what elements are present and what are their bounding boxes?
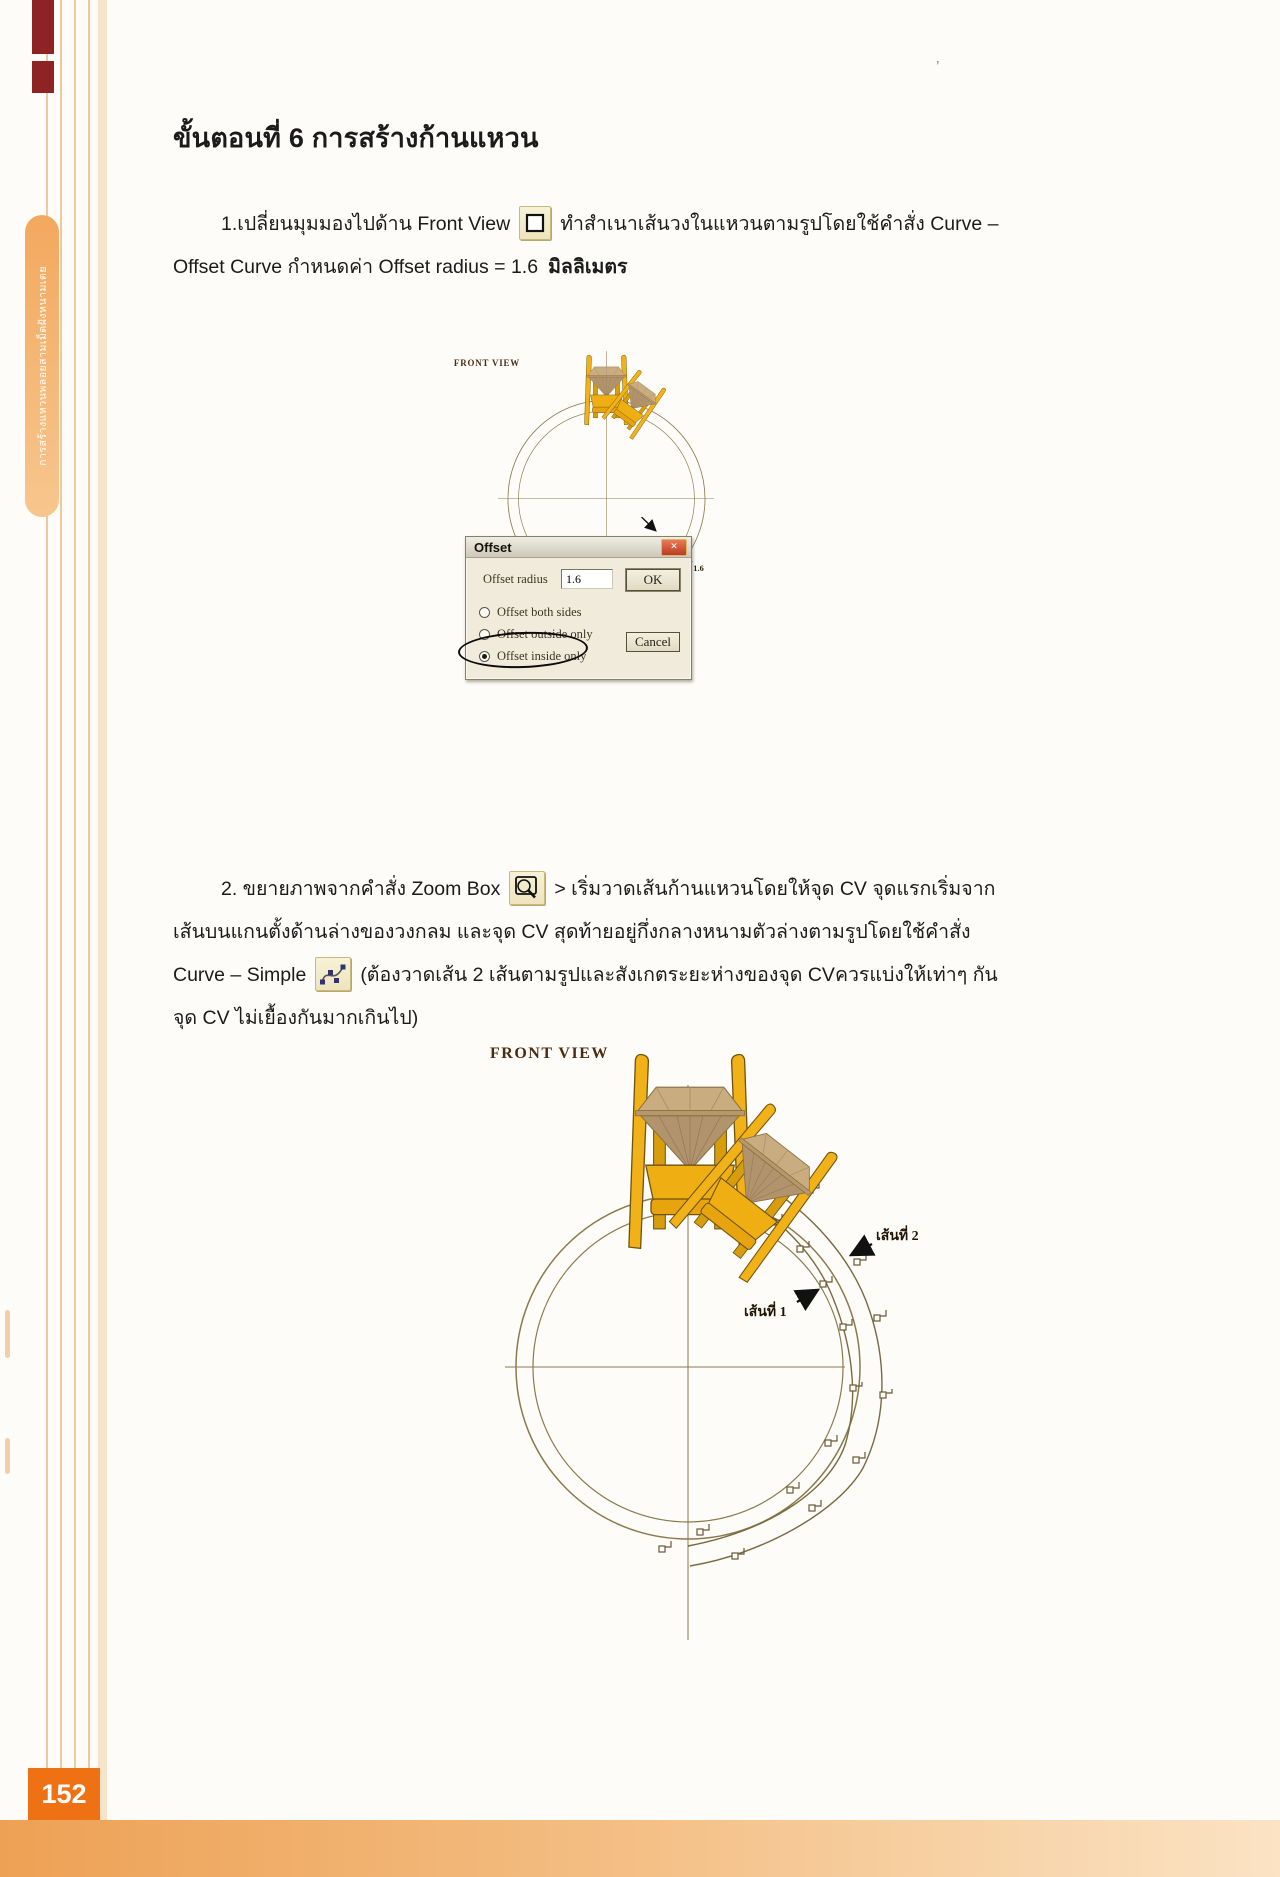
paragraph-1 [173,203,1078,289]
figure2-caption: FRONT VIEW [490,1045,609,1062]
shank-curves [688,1178,882,1566]
offset-dialog-titlebar[interactable] [466,537,691,558]
close-icon[interactable]: ✕ [661,539,687,556]
figure1-caption: FRONT VIEW [453,358,521,369]
cancel-button[interactable]: Cancel [626,632,680,652]
corner-accent-bar [32,61,54,93]
chapter-side-tab-label: การสร้างแหวนพลอยสามเม็ดฝังหนามเตย [36,266,49,466]
curve1-label: เส้นที่ 1 [744,1305,787,1320]
section-heading: ขั้นตอนที่ 6 การสร้างก้านแหวน [173,123,539,153]
sidebar-rule-line [60,0,62,1822]
sidebar-rule-band [98,0,107,1822]
curve2-label: เส้นที่ 2 [876,1229,919,1244]
figure2-canvas [420,1035,980,1665]
footer-band [0,1820,1280,1877]
margin-tick [5,1310,10,1358]
margin-tick [5,1438,10,1474]
paragraph-1-line-2: Offset Curve กำหนดค่า Offset radius = 1.6 มิลลิเมตร [173,256,628,278]
radio-offset-outside-only[interactable]: Offset outside only [479,625,593,639]
paragraph-2-line-3: Curve – Simple (ต้องวาดเส้น 2 เส้นตามรูปและสังเกตระยะห่างของจุด CVควรแบ่งให้เท่าๆ กัน [173,954,1078,997]
paragraph-2 [173,868,1078,1040]
radio-offset-both-sides[interactable]: Offset both sides [479,603,582,617]
sidebar-rule-line [88,0,90,1822]
page-number: 152 [41,1778,87,1809]
paragraph-2-line-4: จุด CV ไม่เยื้องกันมากเกินไป) [173,1007,419,1029]
paragraph-2-line-2: เส้นบนแกนตั้งด้านล่างของวงกลม และจุด CV สุดท้ายอยู่กึ่งกลางหนามตัวล่างตามรูปโดยใช้คำสั่ง [173,921,971,943]
sidebar-rule-line [74,0,76,1822]
offset-dim-label: 1.6 [693,564,704,574]
paragraph-1-line-1: 1.เปลี่ยนมุมมองไปด้าน Front View ทำสำเนาเส้นวงในแหวนตามรูปโดยใช้คำสั่ง Curve – [173,203,1078,246]
radio-offset-inside-only[interactable]: Offset inside only [479,647,586,661]
paragraph-2-line-1: 2. ขยายภาพจากคำสั่ง Zoom Box > เริ่มวาดเส้นก้านแหวนโดยให้จุด CV จุดแรกเริ่มจาก [173,868,1078,911]
chapter-side-tab [25,215,59,517]
radio-icon [479,607,490,618]
offset-dialog-title: Offset [474,539,512,555]
front-view-icon [519,206,551,240]
corner-accent-bar [32,0,54,54]
offset-radius-input[interactable] [561,569,613,589]
zoom-box-icon [509,871,545,905]
curve-simple-icon [315,957,351,991]
ok-button[interactable]: OK [626,569,680,591]
page-number-box [28,1768,100,1820]
offset-radius-label: Offset radius [483,572,548,586]
scan-artifact: ’ [936,58,940,75]
